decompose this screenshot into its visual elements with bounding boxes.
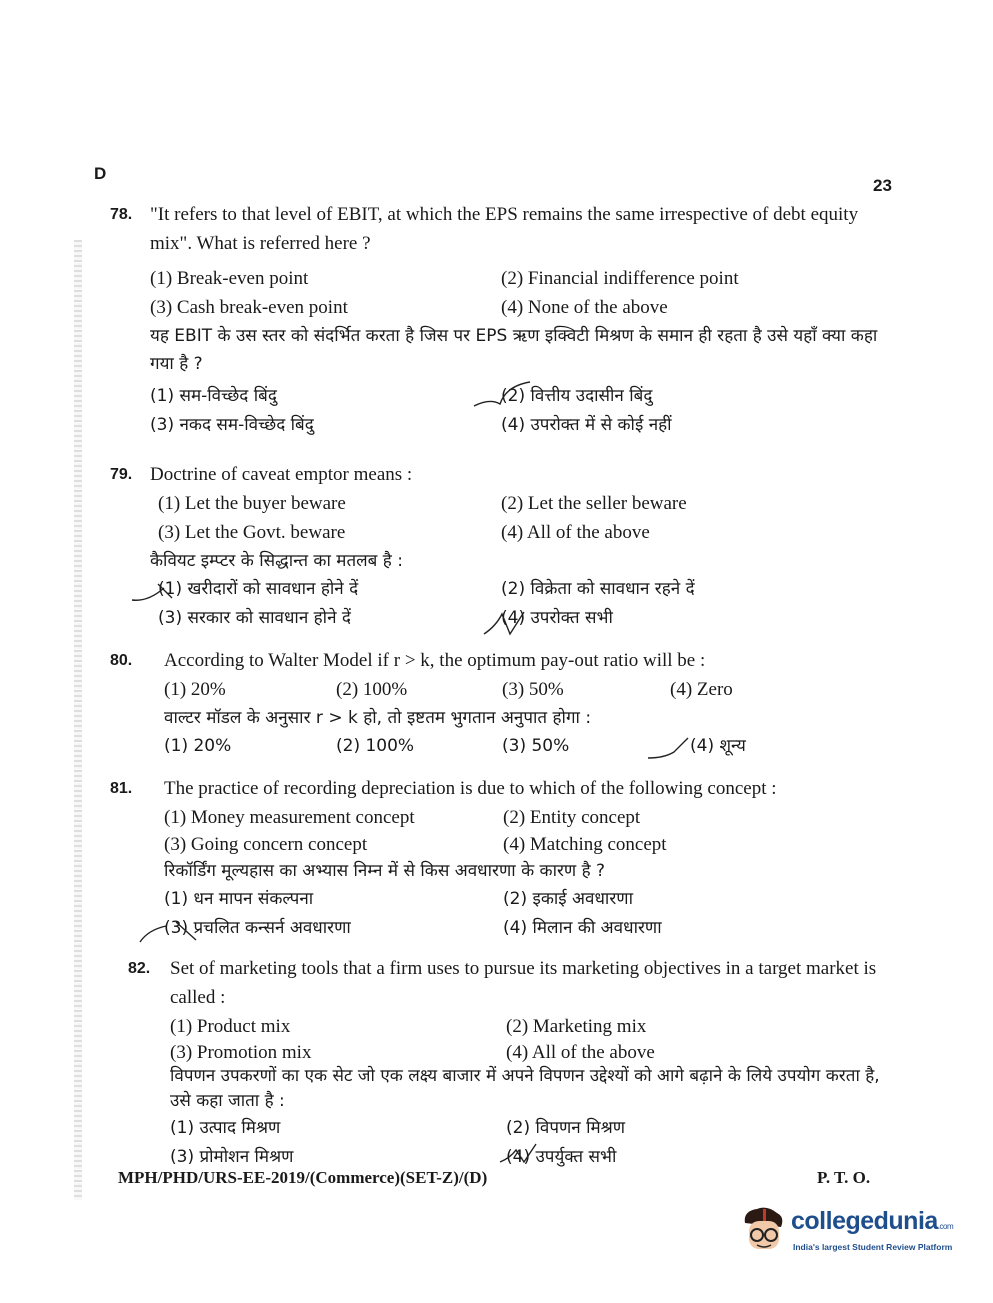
- option-3-hi: (3) सरकार को सावधान होने दें: [158, 608, 351, 628]
- option-3-hi: (3) प्रचलित कन्सर्न अवधारणा: [164, 918, 351, 938]
- option-1-hi: (1) खरीदारों को सावधान होने दें: [158, 579, 359, 599]
- question-82: [110, 954, 890, 1172]
- option-1-hi: (1) 20%: [164, 736, 232, 756]
- option-2-hi: (2) विपणन मिश्रण: [506, 1118, 626, 1138]
- option-1-en: (1) 20%: [164, 679, 226, 700]
- question-number: 79.: [110, 466, 133, 483]
- option-3-hi: (3) 50%: [502, 736, 570, 756]
- option-3-en: (3) 50%: [502, 679, 564, 700]
- option-4-en: (4) All of the above: [501, 522, 650, 543]
- question-text-hi: यह EBIT के उस स्तर को संदर्भित करता है जिस पर EPS ऋण इक्विटी मिश्रण के समान ही रहता है उसे यहाँ क्या कहा गया है ?: [150, 326, 878, 374]
- question-78: [110, 200, 890, 440]
- option-4-en: (4) Matching concept: [503, 834, 667, 855]
- question-number: 78.: [110, 206, 133, 223]
- brand-suffix: .com: [937, 1222, 954, 1231]
- option-4-hi: (4) उपरोक्त में से कोई नहीं: [501, 415, 672, 435]
- brand-name-text: collegedunia: [791, 1207, 938, 1235]
- brand-name: [791, 1207, 953, 1236]
- collegedunia-logo: [737, 1203, 963, 1263]
- scan-edge: [74, 240, 82, 1200]
- page-number: 23: [873, 176, 892, 195]
- option-4-hi: (4) उपरोक्त सभी: [501, 608, 613, 628]
- option-4-hi: (4) मिलान की अवधारणा: [503, 918, 662, 938]
- question-text-hi: रिकॉर्डिंग मूल्यहास का अभ्यास निम्न में से किस अवधारणा के कारण है ?: [164, 861, 606, 881]
- question-text-hi: कैवियट इम्प्टर के सिद्धान्त का मतलब है :: [150, 551, 403, 571]
- question-79: [110, 460, 890, 633]
- question-number: 80.: [110, 652, 133, 669]
- question-text-hi: विपणन उपकरणों का एक सेट जो एक लक्ष्य बाजार में अपने विपणन उद्देश्यों को आगे बढ़ाने के लिये उपयोग करता है, उसे कहा जाता है :: [170, 1066, 880, 1111]
- paper-code: MPH/PHD/URS-EE-2019/(Commerce)(SET-Z)/(D): [118, 1168, 488, 1187]
- question-80: [110, 646, 890, 761]
- option-4-en: (4) All of the above: [506, 1042, 655, 1063]
- option-2-en: (2) Marketing mix: [506, 1016, 647, 1037]
- option-2-en: (2) Entity concept: [503, 807, 641, 828]
- option-2-en: (2) Let the seller beware: [501, 493, 687, 514]
- option-4-en: (4) None of the above: [501, 297, 668, 318]
- option-4-hi: (4) उपर्युक्त सभी: [506, 1147, 617, 1167]
- question-number: 81.: [110, 780, 133, 797]
- option-3-en: (3) Promotion mix: [170, 1042, 312, 1063]
- question-text-en: Set of marketing tools that a firm uses to pursue its marketing objectives in a target market is called :: [170, 958, 877, 1008]
- mascot-icon: [737, 1203, 789, 1259]
- option-2-en: (2) Financial indifference point: [501, 268, 739, 289]
- option-1-hi: (1) उत्पाद मिश्रण: [170, 1118, 281, 1138]
- question-81: [110, 774, 890, 943]
- option-3-en: (3) Cash break-even point: [150, 297, 348, 318]
- option-2-hi: (2) इकाई अवधारणा: [503, 889, 633, 909]
- option-2-hi: (2) वित्तीय उदासीन बिंदु: [501, 386, 653, 406]
- question-text-hi: वाल्टर मॉडल के अनुसार r > k हो, तो इष्टतम भुगतान अनुपात होगा :: [164, 708, 592, 728]
- option-3-hi: (3) प्रोमोशन मिश्रण: [170, 1147, 294, 1167]
- option-4-en: (4) Zero: [670, 679, 733, 700]
- option-3-en: (3) Let the Govt. beware: [158, 522, 346, 543]
- option-2-hi: (2) 100%: [336, 736, 415, 756]
- option-3-hi: (3) नकद सम-विच्छेद बिंदु: [150, 415, 314, 435]
- set-letter: D: [94, 164, 107, 183]
- brand-tagline: India's largest Student Review Platform: [793, 1242, 953, 1252]
- option-2-en: (2) 100%: [336, 679, 408, 700]
- option-1-hi: (1) धन मापन संकल्पना: [164, 889, 314, 909]
- option-1-en: (1) Let the buyer beware: [158, 493, 346, 514]
- option-2-hi: (2) विक्रेता को सावधान रहने दें: [501, 579, 695, 599]
- option-1-hi: (1) सम-विच्छेद बिंदु: [150, 386, 277, 406]
- option-4-hi: (4) शून्य: [690, 736, 746, 756]
- option-1-en: (1) Money measurement concept: [164, 807, 415, 828]
- question-text-en: The practice of recording depreciation is due to which of the following concept :: [164, 778, 777, 799]
- option-1-en: (1) Product mix: [170, 1016, 291, 1037]
- question-number: 82.: [128, 960, 151, 977]
- option-3-en: (3) Going concern concept: [164, 834, 368, 855]
- pto-label: P. T. O.: [817, 1168, 871, 1187]
- question-text-en: According to Walter Model if r > k, the optimum pay-out ratio will be :: [164, 650, 706, 671]
- question-text-en: Doctrine of caveat emptor means :: [150, 464, 413, 485]
- question-text-en: "It refers to that level of EBIT, at which the EPS remains the same irrespective of debt equity mix". What is referred here ?: [150, 204, 859, 254]
- option-1-en: (1) Break-even point: [150, 268, 309, 289]
